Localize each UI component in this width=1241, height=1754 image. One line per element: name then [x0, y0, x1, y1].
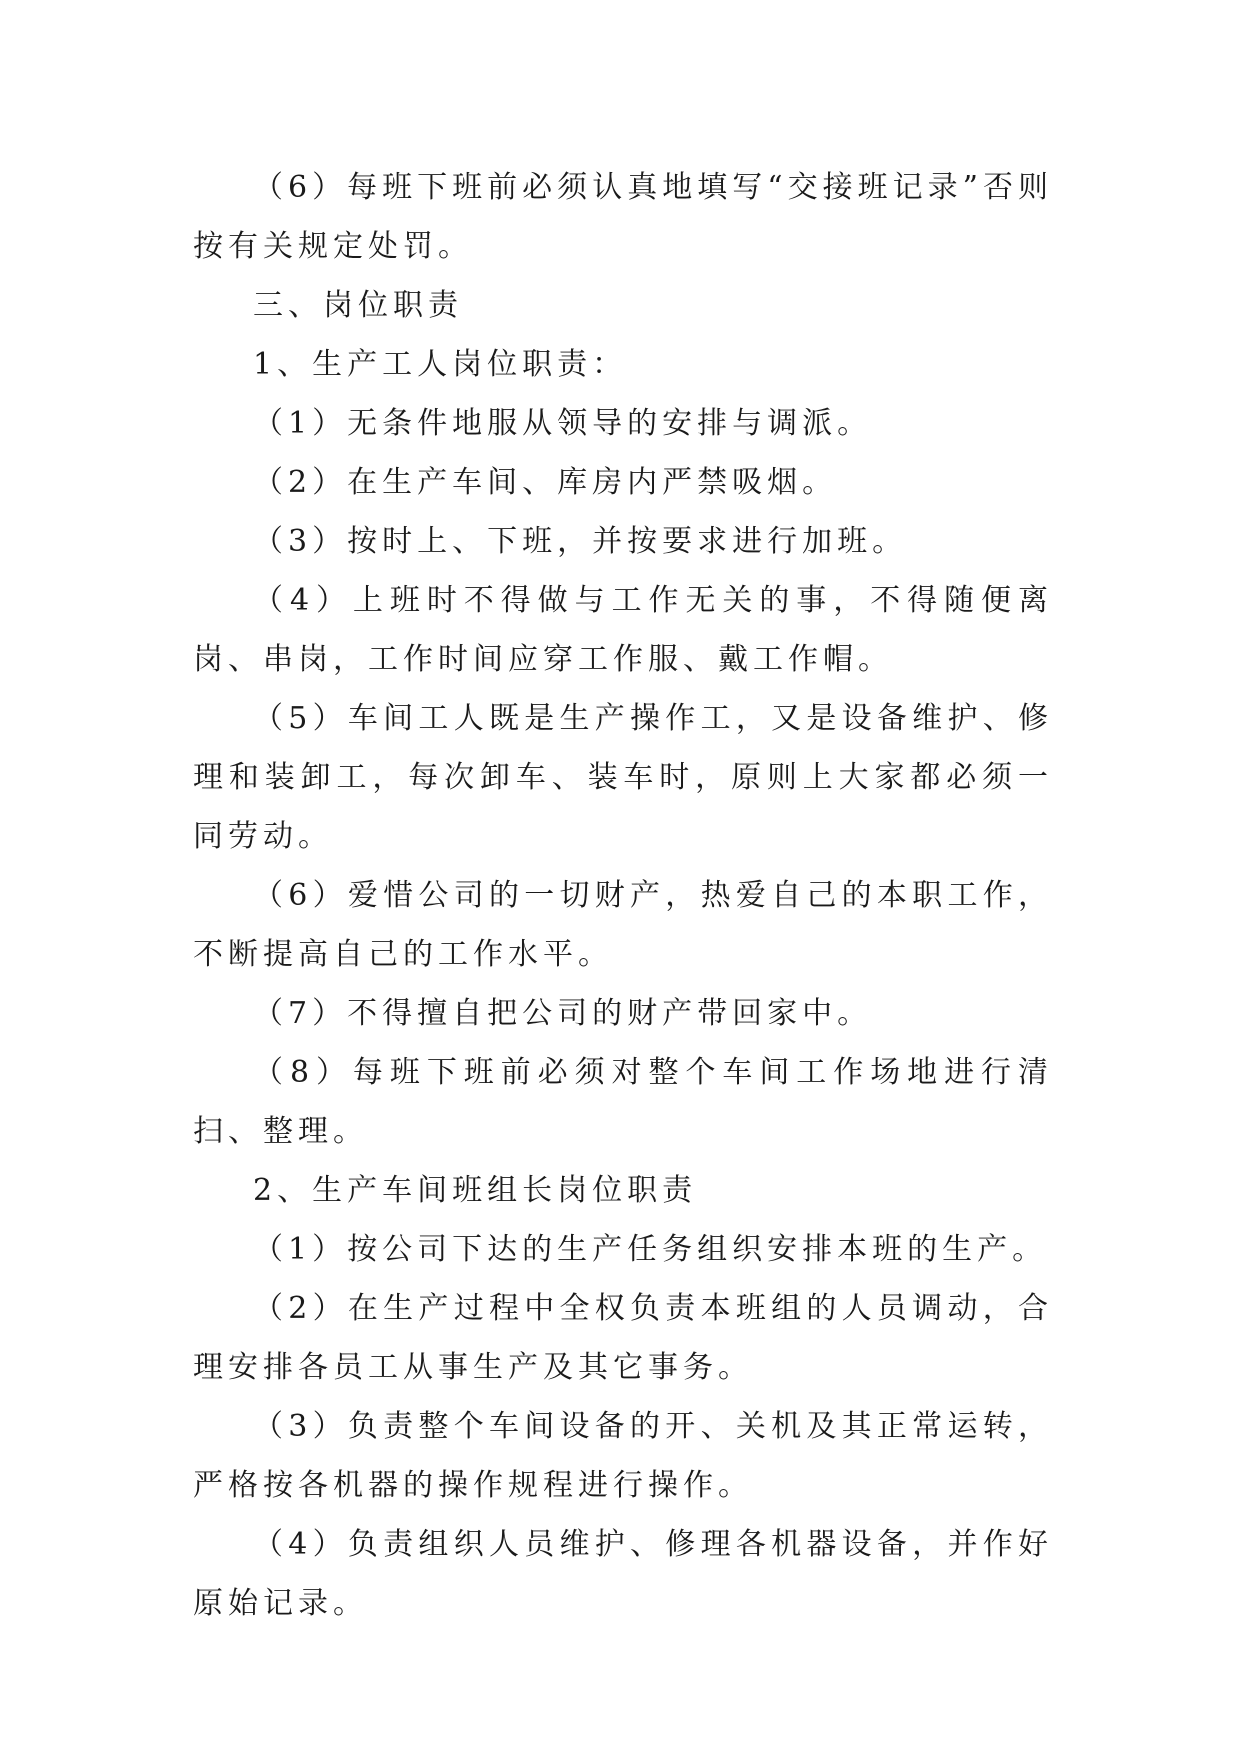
subsection-heading-worker-duties: 1、生产工人岗位职责：	[253, 347, 628, 382]
worker-duty-item-4: （4）上班时不得做与工作无关的事，不得随便离岗、串岗，工作时间应穿工作服、戴工作帽。	[193, 583, 1053, 677]
leader-duty-item-4: （4）负责组织人员维护、修理各机器设备，并作好原始记录。	[193, 1527, 1053, 1621]
worker-duty-item-5: （5）车间工人既是生产操作工，又是设备维护、修理和装卸工，每次卸车、装车时，原则上大家都必须一同劳动。	[193, 701, 1053, 854]
subsection-heading-team-leader-duties: 2、生产车间班组长岗位职责	[253, 1173, 698, 1208]
leader-duty-item-1: （1）按公司下达的生产任务组织安排本班的生产。	[253, 1232, 1048, 1267]
leader-duty-item-2: （2）在生产过程中全权负责本班组的人员调动，合理安排各员工从事生产及其它事务。	[193, 1291, 1053, 1385]
worker-duty-item-2: （2）在生产车间、库房内严禁吸烟。	[253, 465, 838, 500]
worker-duty-item-1: （1）无条件地服从领导的安排与调派。	[253, 406, 873, 441]
worker-duty-item-7: （7）不得擅自把公司的财产带回家中。	[253, 996, 873, 1031]
worker-duty-item-6: （6）爱惜公司的一切财产，热爱自己的本职工作，不断提高自己的工作水平。	[193, 878, 1053, 972]
worker-duty-item-8: （8）每班下班前必须对整个车间工作场地进行清扫、整理。	[193, 1055, 1053, 1149]
worker-duty-item-3: （3）按时上、下班，并按要求进行加班。	[253, 524, 908, 559]
paragraph-handover-record: （6）每班下班前必须认真地填写“交接班记录”否则按有关规定处罚。	[193, 170, 1053, 264]
document-body	[193, 158, 1053, 1633]
section-heading-job-duties: 三、岗位职责	[253, 288, 463, 323]
leader-duty-item-3: （3）负责整个车间设备的开、关机及其正常运转，严格按各机器的操作规程进行操作。	[193, 1409, 1053, 1503]
